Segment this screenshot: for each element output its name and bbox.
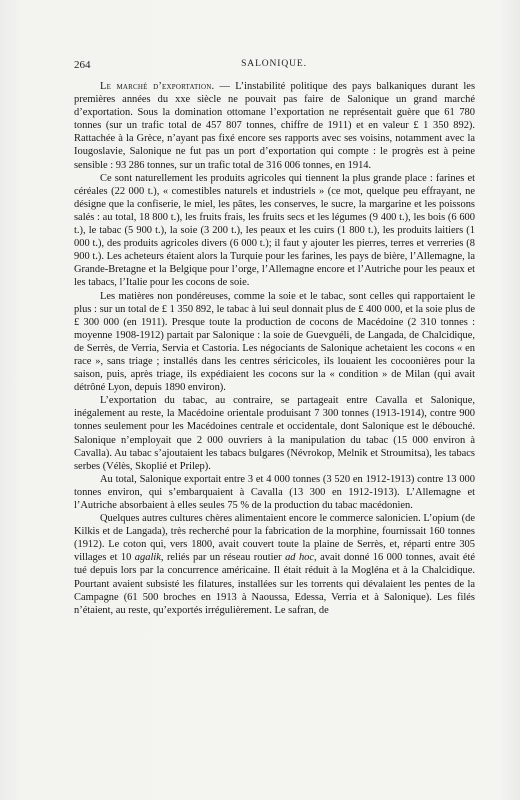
paragraph-6-text-b: , reliés par un réseau routier xyxy=(160,552,286,564)
paragraph-6 xyxy=(74,512,475,617)
paragraph-6-text-a: Quelques autres cultures chères alimentaient encore le commerce salonicien. L’opium (de Kilkis et de Langada), très recherché pour la fabrication de la morphine, fournissait 160 tonnes (1912). Le coton qui, vers 1800, avait couvert toute la plaine de Serrès, et, réparti entre 305 villages et 10 xyxy=(74,513,475,564)
paragraph-4: L’exportation du tabac, au contraire, se partageait entre Cavalla et Salonique, inégalement au reste, la Macédoine orientale produisant 7 300 tonnes (1913-1914), contre 900 tonnes seulement pour les Macédoines centrale et occidentale, dont Salonique est le débouché. Salonique n’employait que 2 000 ouvriers à la manipulation du tabac (15 000 environ à Cavalla). Au tabac s’ajoutaient les tabacs bulgares (Névrokop, Melnik et Stroumitsa), les tabacs serbes (Vélès, Skoplié et Prilep). xyxy=(74,395,475,472)
running-title: SALONIQUE. xyxy=(241,59,307,69)
paragraph-2: Ce sont naturellement les produits agricoles qui tiennent la plus grande place : farines et céréales (22 000 t.), « comestibles naturels et industriels » (ce mot, quelque peu effrayant, ne désigne que la confiserie, le miel, les pâtes, les conserves, le sucre, la margarine et les poissons salés : au total, 18 800 t.), les fruits frais, les fruits secs et les légumes (9 400 t.), les bois (6 600 t.), le tabac (5 900 t.), la soie (3 200 t.), les peaux et les cuirs (1 800 t.), les produits laitiers (1 000 t.), des produits agricoles divers (6 000 t.); il faut y ajouter les pierres, terres et verreries (8 900 t.). Les acheteurs étaient alors la Turquie pour les farines, les pays de bière, l’Allemagne, la Grande-Bretagne et la Belgique pour l’orge, l’Allemagne encore et l’Autriche pour les peaux et les tabacs, l’Italie pour les cocons de soie. xyxy=(74,172,475,289)
body-text xyxy=(74,80,475,617)
page-header xyxy=(74,59,474,73)
italic-term-agalik: agalik xyxy=(134,552,161,564)
section-heading: Le marché d’exportation. xyxy=(100,81,215,92)
paragraph-1-text: — L’instabilité politique des pays balkaniques durant les premières années du xxe siècle ne pouvait pas faire de Salonique un grand marché d’exportation. Sous la domination ottomane l’exportation ne représentait guère que 61 780 tonnes (sur un trafic total de 457 807 tonnes, chiffre de 1911) et en valeur £ 1 350 892). Rattachée à la Grèce, n’ayant pas fixé encore ses rapports avec ses voisins, notamment avec la Iougoslavie, Salonique ne fut pas un port d’exportation qui compte : le progrès est à peine sensible : 93 286 tonnes, sur un trafic total de 316 006 tonnes, en 1914. xyxy=(74,81,476,171)
paragraph-6-text-c: , avait donné 16 000 tonnes, avait été tué depuis lors par la concurrence américaine. Il était réduit à la Mogléna et à la Chalcidique. Pourtant avaient subsisté les filatures, installées sur les torrents qui dévalaient les pentes de la Campagne (61 500 broches en 1913 à Naoussa, Edessa, Verria et à Salonique). Les filés n’étaient, au reste, qu’exportés irrégulièrement. Le safran, de xyxy=(74,552,476,616)
paragraph-3: Les matières non pondéreuses, comme la soie et le tabac, sont celles qui rapportaient le plus : sur un total de £ 1 350 892, le tabac à lui seul donnait plus de £ 400 000, et la soie plus de £ 300 000 (en 1911). Presque toute la production de cocons de Macédoine (2 310 tonnes : moyenne 1908-1912) partait par Salonique : la soie de Guevguéli, de Langada, de Chalcidique, de Serrès, de Verria, Servia et Castoria. Les négociants de Salonique achetaient les cocons « en race », sans triage ; installés dans les centres séricicoles, ils louaient les cocoonières pour la saison, puis, après triage, ils expédiaient les cocons sur la « condition » de Milan (qui avait détrôné Lyon, depuis 1890 environ). xyxy=(74,290,475,394)
italic-term-ad-hoc: ad hoc xyxy=(285,552,315,564)
paragraph-5: Au total, Salonique exportait entre 3 et 4 000 tonnes (3 520 en 1912-1913) contre 13 000 tonnes environ, qui s’embarquaient à Cavalla (13 300 en 1912-1913). L’Allemagne et l’Autriche absorbaient à elles seules 75 % de la production du tabac macédonien. xyxy=(74,473,475,511)
page-number: 264 xyxy=(74,59,91,71)
paragraph-1 xyxy=(74,80,475,172)
